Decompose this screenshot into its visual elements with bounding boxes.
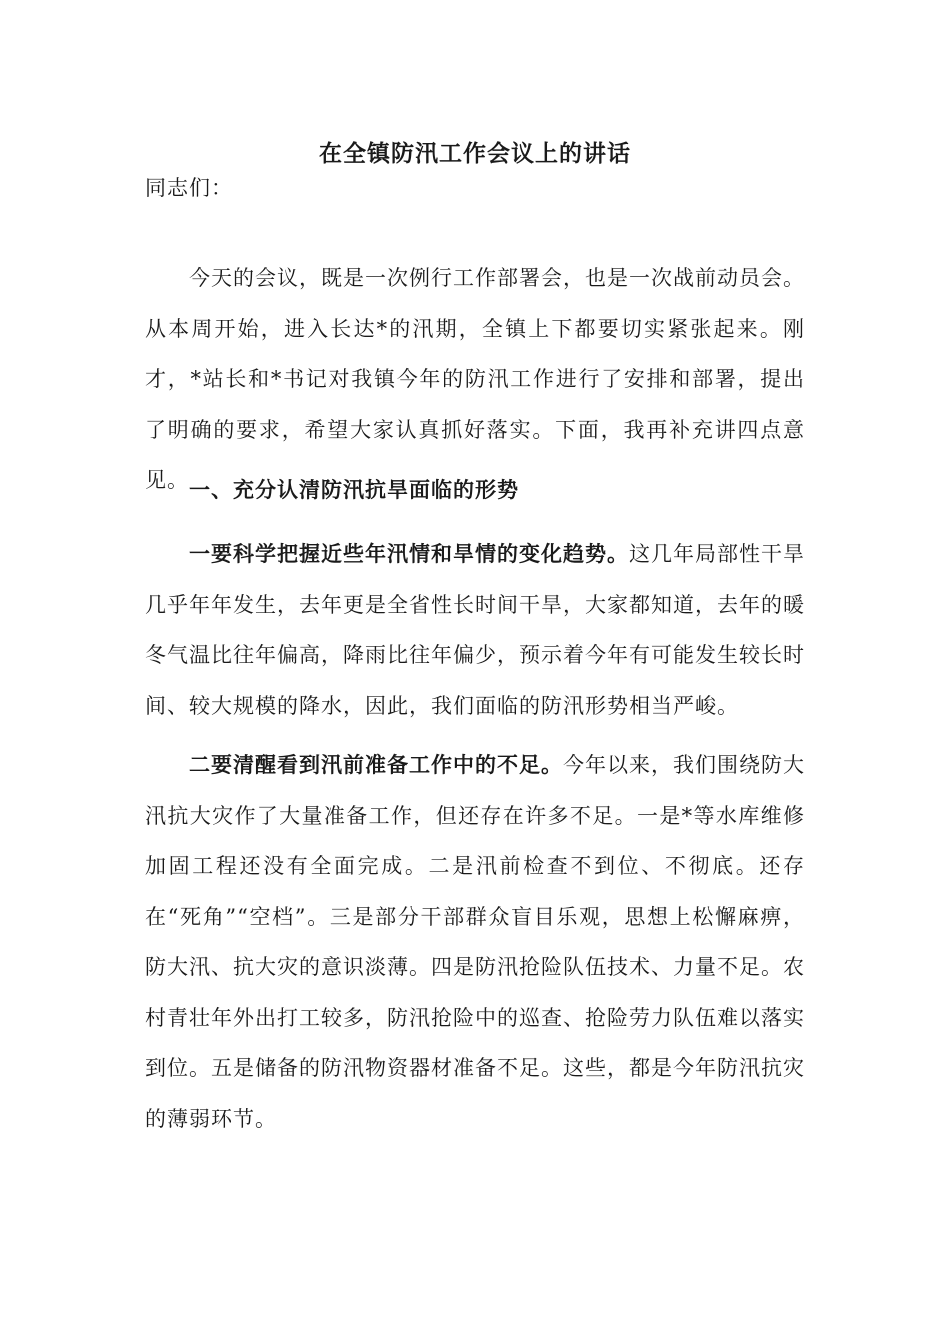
point-text-1: 这几年局部性干旱几乎年年发生，去年更是全省性长时间干旱，大家都知道，去年的暖冬气温比往年偏高，降雨比往年偏少，预示着今年有可能发生较长时间、较大规模的降水，因此，我们面临的防汛形势相当严峻。 xyxy=(145,542,805,718)
point-lead-2: 二要清醒看到汛前准备工作中的不足。 xyxy=(189,752,563,777)
point-text-2: 今年以来，我们围绕防大汛抗大灾作了大量准备工作，但还存在许多不足。一是*等水库维修加固工程还没有全面完成。二是汛前检查不到位、不彻底。还存在“死角”“空档”。三是部分干部群众盲目乐观，思想上松懈麻痹，防大汛、抗大灾的意识淡薄。四是防汛抢险队伍技术、力量不足。农村青壮年外出打工较多，防汛抢险中的巡查、抢险劳力队伍难以落实到位。五是储备的防汛物资器材准备不足。这些，都是今年防汛抗灾的薄弱环节。 xyxy=(145,753,805,1131)
point-lead-1: 一要科学把握近些年汛情和旱情的变化趋势。 xyxy=(189,541,629,566)
point-paragraph-2 xyxy=(145,740,805,1144)
point-paragraph-1 xyxy=(145,529,805,731)
section-heading-1: 一、充分认清防汛抗旱面临的形势 xyxy=(189,477,519,502)
salutation: 同志们： xyxy=(145,176,233,200)
document-title: 在全镇防汛工作会议上的讲话 xyxy=(319,140,631,167)
intro-paragraph: 今天的会议，既是一次例行工作部署会，也是一次战前动员会。从本周开始，进入长达*的汛期，全镇上下都要切实紧张起来。刚才，*站长和*书记对我镇今年的防汛工作进行了安排和部署，提出了明确的要求，希望大家认真抓好落实。下面，我再补充讲四点意见。 xyxy=(145,266,805,492)
